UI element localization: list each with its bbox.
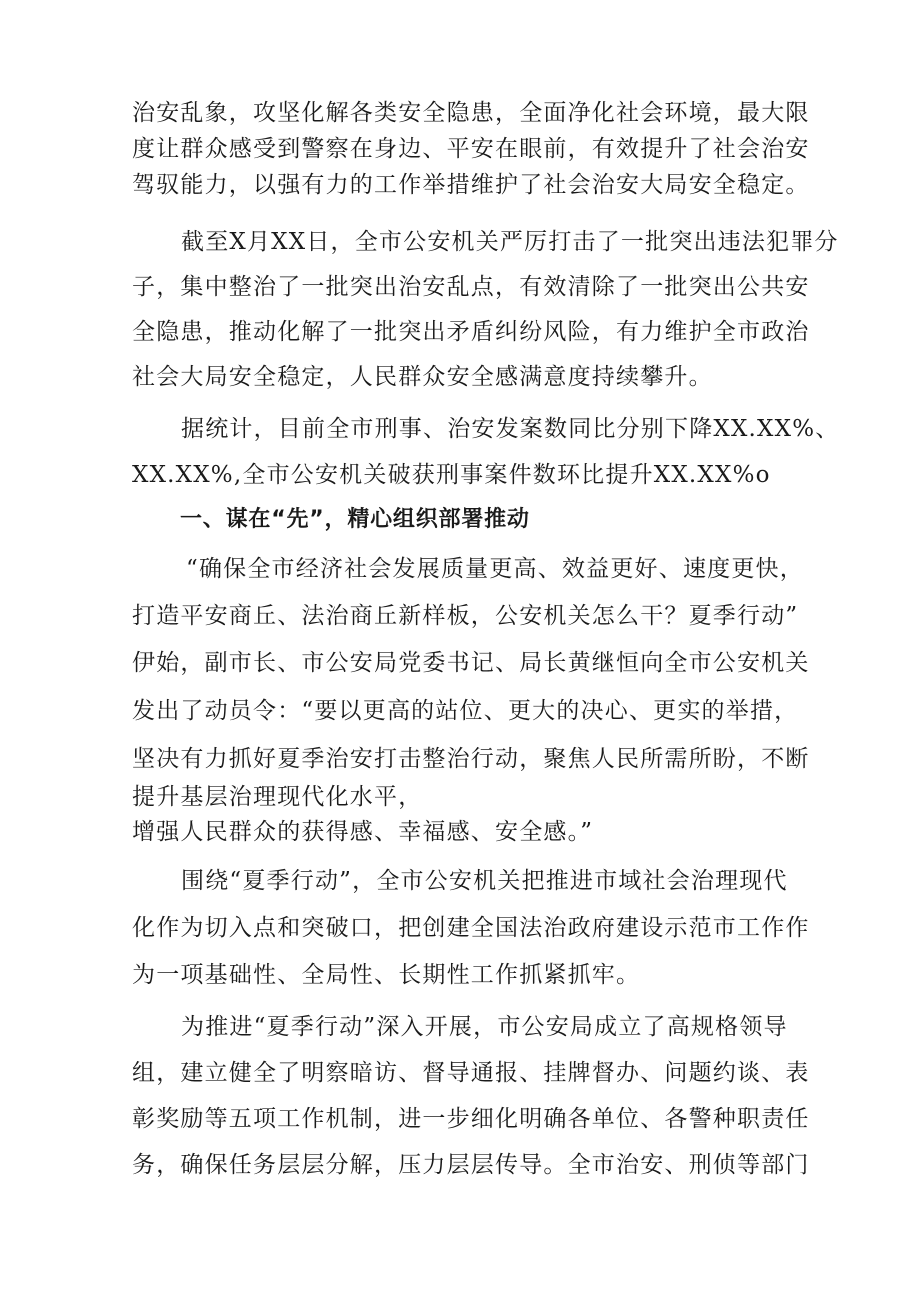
paragraph-line: 化作为切入点和突破口，把创建全国法治政府建设示范市工作作 xyxy=(132,915,810,941)
paragraph-line: “确保全市经济社会发展质量更高、效益更好、速度更快， xyxy=(186,556,804,582)
paragraph-line: 子，集中整治了一批突出治安乱点，有效清除了一批突出公共安 xyxy=(132,274,810,300)
paragraph-line: 截至X月XX日，全市公安机关严厉打击了一批突出违法犯罪分 xyxy=(181,229,839,255)
paragraph-line: 打造平安商丘、法治商丘新样板，公安机关怎么干？夏季行动” xyxy=(132,603,799,629)
paragraph-line: 坚决有力抓好夏季治安打击整治行动，聚焦人民所需所盼，不断 xyxy=(132,746,810,772)
paragraph-line: 彰奖励等五项工作机制，进一步细化明确各单位、各警种职责任 xyxy=(132,1106,810,1132)
paragraph-line: 社会大局安全稳定，人民群众安全感满意度持续攀升。 xyxy=(132,364,713,390)
paragraph-line: 为一项基础性、全局性、长期性工作抓紧抓牢。 xyxy=(132,962,641,988)
paragraph-line: XX.XX%,全市公安机关破获刑事案件数环比提升XX.XX%o xyxy=(132,462,771,488)
paragraph-line: 组，建立健全了明察暗访、督导通报、挂牌督办、问题约谈、表 xyxy=(132,1060,810,1086)
paragraph-line: 度让群众感受到警察在身边、平安在眼前，有效提升了社会治安 xyxy=(132,136,810,162)
paragraph-line: 提升基层治理现代化水平， xyxy=(132,784,423,810)
paragraph-line: 据统计，目前全市刑事、治安发案数同比分别下降XX.XX%、 xyxy=(181,416,840,442)
paragraph-line: 驾驭能力，以强有力的工作举措维护了社会治安大局安全稳定。 xyxy=(132,172,810,198)
paragraph-line: 增强人民群众的获得感、幸福感、安全感。” xyxy=(132,819,594,845)
paragraph-line: 发出了动员令：“要以更高的站位、更大的决心、更实的举措， xyxy=(132,698,799,724)
paragraph-line: 全隐患，推动化解了一批突出矛盾纠纷风险，有力维护全市政治 xyxy=(132,319,810,345)
section-heading: 一、谋在“先”，精心组织部署推动 xyxy=(180,507,530,532)
paragraph-line: 为推进“夏季行动”深入开展，市公安局成立了高规格领导 xyxy=(181,1014,788,1040)
paragraph-line: 治安乱象，攻坚化解各类安全隐患，全面净化社会环境，最大限 xyxy=(132,100,810,126)
paragraph-line: 伊始，副市长、市公安局党委书记、局长黄继恒向全市公安机关 xyxy=(132,650,810,676)
paragraph-line: 务，确保任务层层分解，压力层层传导。全市治安、刑侦等部门 xyxy=(132,1152,810,1178)
paragraph-line: 围绕“夏季行动”，全市公安机关把推进市域社会治理现代 xyxy=(181,868,788,894)
